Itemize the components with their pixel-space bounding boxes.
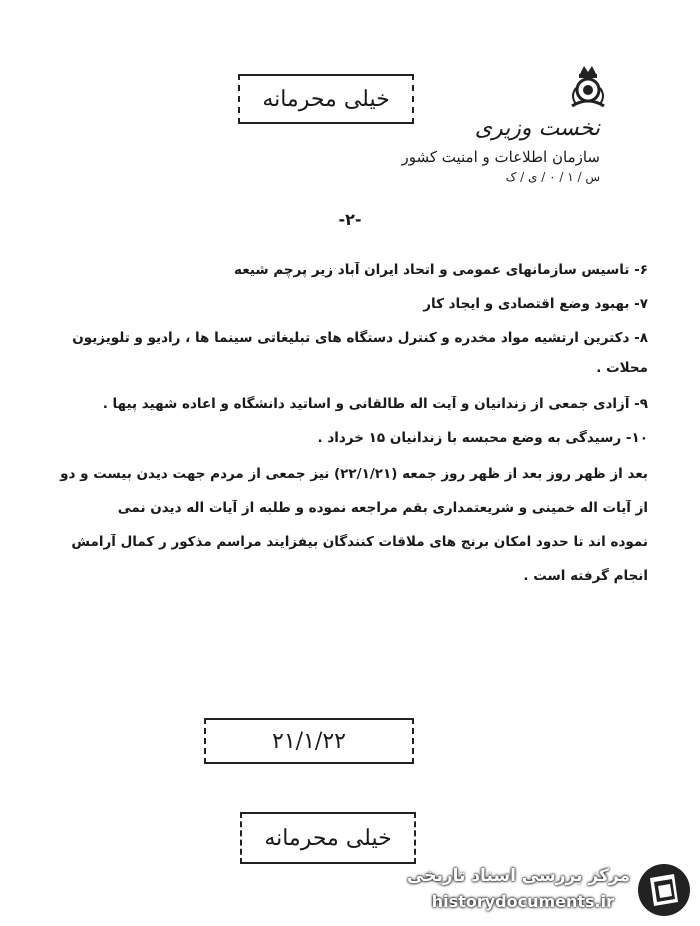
item-line: ۷- بهبود وضع اقتصادی و ایجاد کار bbox=[423, 296, 648, 312]
archive-logo-icon bbox=[636, 862, 692, 918]
date-stamp bbox=[204, 718, 414, 764]
classification-stamp-top-text: خیلی محرمانه bbox=[262, 86, 390, 112]
org-reference: س / ۱ / ۰ / ی / ک bbox=[505, 170, 600, 184]
date-stamp-text: ۲۱/۱/۲۲ bbox=[272, 728, 346, 754]
watermark-url: historydocuments.ir bbox=[431, 892, 614, 911]
org-subtitle: سازمان اطلاعات و امنیت کشور bbox=[401, 148, 600, 166]
page-number: -۲- bbox=[338, 210, 362, 229]
org-title: نخست وزیری bbox=[474, 116, 600, 141]
item-line: ۶- تاسیس سازمانهای عمومی و اتحاد ایران آباد زیر پرچم شیعه bbox=[234, 262, 648, 278]
item-line: ۸- دکترین ارتشیه مواد مخدره و کنترل دستگاه های تبلیغاتی سینما ها ، رادیو و تلویزیون bbox=[72, 330, 648, 346]
paragraph-line: انجام گرفته است . bbox=[523, 568, 648, 584]
paragraph-line: بعد از ظهر روز بعد از ظهر روز جمعه (۲۲/۱/۲۱) نیز جمعی از مردم جهت دیدن بیست و دو bbox=[60, 466, 648, 482]
classification-stamp-bottom bbox=[240, 812, 416, 864]
paragraph-line: نموده اند تا حدود امکان برنج های ملاقات کنندگان بیفزایند مراسم مذکور ر کمال آرامش bbox=[71, 534, 648, 550]
classification-stamp-bottom-text: خیلی محرمانه bbox=[264, 825, 392, 851]
paragraph-line: از آیات اله خمینی و شریعتمداری بقم مراجعه نموده و طلبه از آیات اله دیدن نمی bbox=[117, 500, 648, 516]
royal-crown-seal-icon bbox=[566, 60, 610, 112]
watermark-title: مرکز بررسی اسناد تاریخی bbox=[407, 866, 630, 886]
item-line: محلات . bbox=[596, 360, 648, 376]
item-line: ۱۰- رسیدگی به وضع محبسه با زندانیان ۱۵ خرداد . bbox=[317, 430, 648, 446]
classification-stamp-top bbox=[238, 74, 414, 124]
item-line: ۹- آزادی جمعی از زندانیان و آیت اله طالقانی و اساتید دانشگاه و اعاده شهید پیها . bbox=[102, 396, 648, 412]
